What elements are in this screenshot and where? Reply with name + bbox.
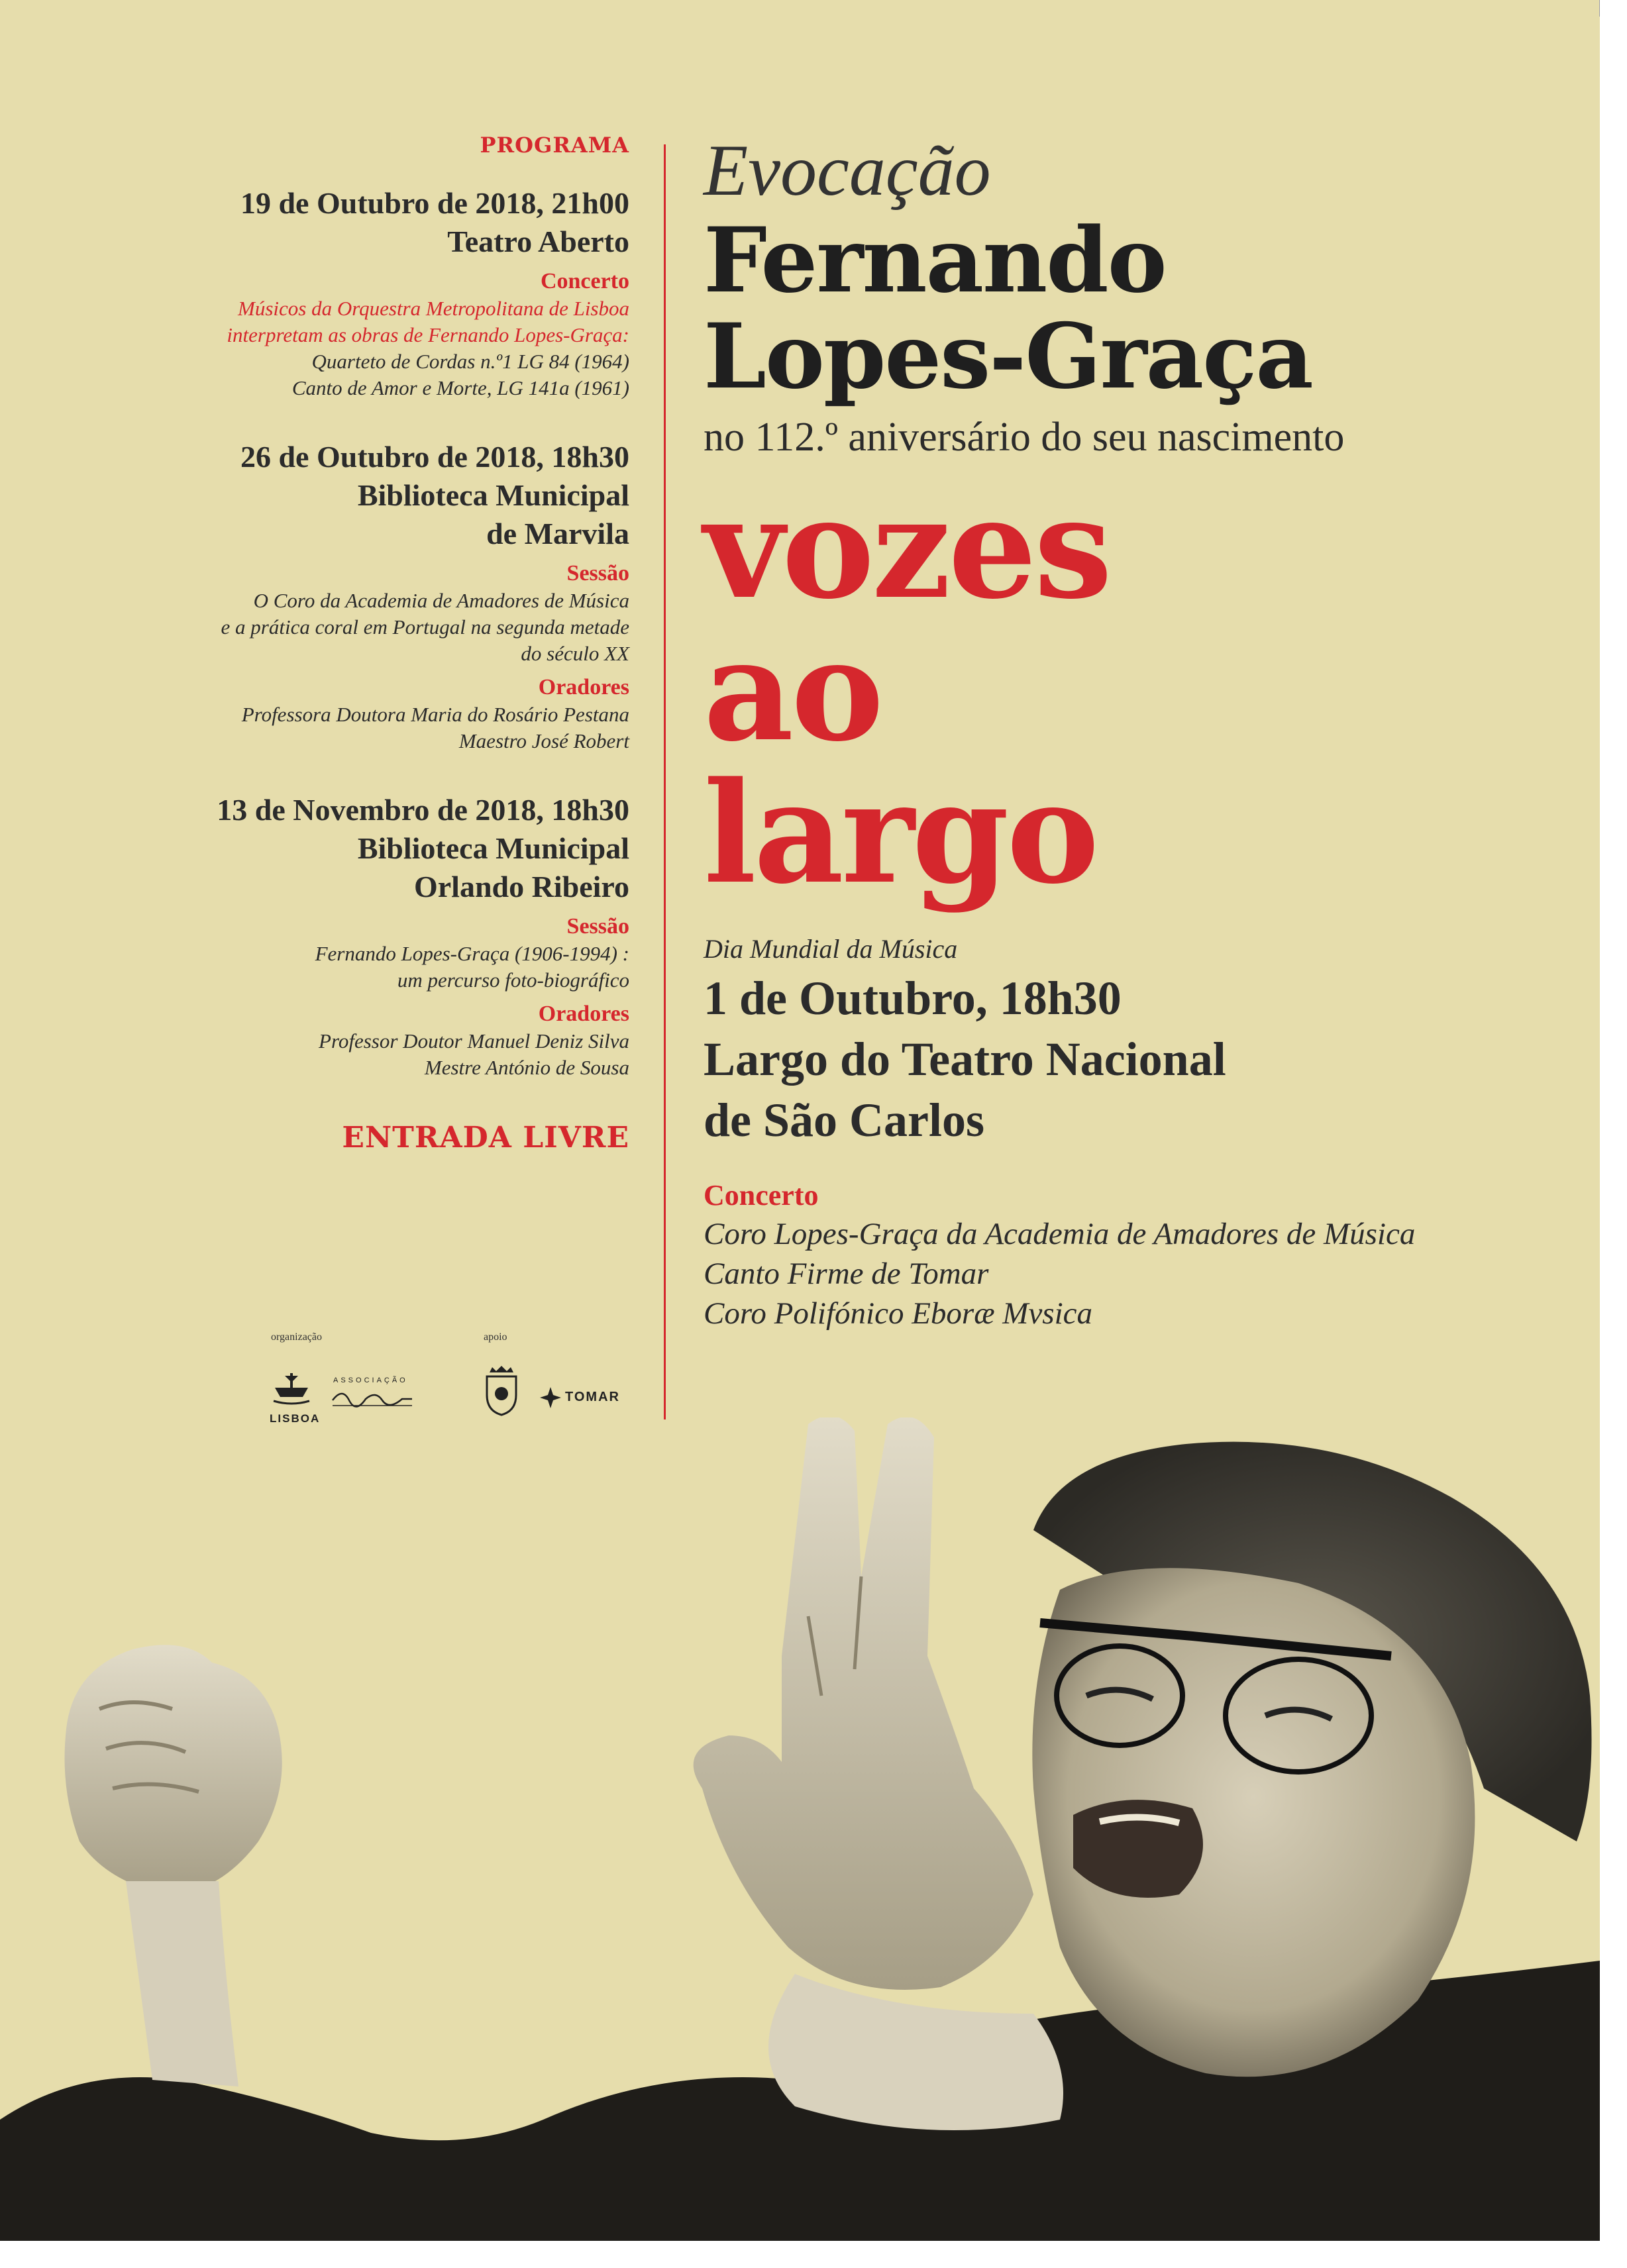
event-block-title: Sessão <box>566 561 629 586</box>
associacao-signature-logo <box>329 1387 415 1408</box>
apoio-label: apoio <box>484 1331 507 1343</box>
event-venue: Biblioteca Municipal <box>357 478 629 512</box>
event-date: 13 de Novembro de 2018, 18h30 <box>217 793 629 827</box>
event-detail-line: um percurso foto-biográfico <box>397 968 629 992</box>
conductor-photo <box>0 1418 1600 2241</box>
coat-of-arms-logo <box>482 1365 521 1418</box>
program-events <box>99 184 629 1081</box>
composer-name-line2: Lopes-Graça <box>704 303 1312 409</box>
event-detail-line: do século XX <box>521 642 629 665</box>
choir-item: Coro Lopes-Graça da Academia de Amadores de Música <box>704 1217 1416 1251</box>
lisboa-logo <box>268 1368 315 1408</box>
event-detail-line: Fernando Lopes-Graça (1906-1994) : <box>315 942 629 965</box>
program-event <box>99 184 629 401</box>
associacao-logo-text: ASSOCIAÇÃO <box>333 1376 408 1384</box>
program-event <box>99 791 629 1081</box>
event-detail-line: Professor Doutor Manuel Deniz Silva <box>319 1029 629 1053</box>
organizacao-label: organização <box>271 1331 322 1343</box>
big-title-line1: vozes <box>704 466 1110 630</box>
choir-list <box>704 1214 1565 1333</box>
dia-mundial: Dia Mundial da Música <box>704 934 958 964</box>
event-detail-line: e a prática coral em Portugal na segunda metade <box>221 615 629 639</box>
event-date: 19 de Outubro de 2018, 21h00 <box>240 186 629 220</box>
event-block-title: Oradores <box>538 1002 629 1026</box>
event-detail-line: Professora Doutora Maria do Rosário Pestana <box>241 703 629 726</box>
tomar-cross-logo <box>539 1386 562 1410</box>
program-event <box>99 438 629 754</box>
choir-item: Coro Polifónico Eboræ Mvsica <box>704 1296 1093 1331</box>
lisboa-logo-text: LISBOA <box>270 1412 321 1425</box>
big-title <box>704 466 1565 915</box>
event-place-line1: Largo do Teatro Nacional <box>704 1033 1226 1086</box>
event-venue: Teatro Aberto <box>447 225 629 258</box>
event-detail-line: Maestro José Robert <box>458 729 629 752</box>
event-date: 26 de Outubro de 2018, 18h30 <box>240 440 629 474</box>
event-detail-line: Canto de Amor e Morte, LG 141a (1961) <box>291 376 629 399</box>
event-date: 1 de Outubro, 18h30 <box>704 972 1122 1025</box>
event-detail-line: interpretam as obras de Fernando Lopes-Graça: <box>227 323 629 346</box>
composer-name-line1: Fernando <box>704 207 1166 313</box>
event-venue: Orlando Ribeiro <box>413 870 629 903</box>
event-detail-line: Músicos da Orquestra Metropolitana de Lisboa <box>238 297 629 320</box>
event-block-title: Sessão <box>566 914 629 939</box>
evocacao-title: Evocação <box>704 130 991 211</box>
choir-item: Canto Firme de Tomar <box>704 1257 989 1291</box>
big-title-line3: largo <box>704 751 1097 915</box>
column-divider <box>664 144 666 1419</box>
anniversary-line: no 112.º aniversário do seu nascimento <box>704 415 1345 460</box>
event-detail-line: O Coro da Academia de Amadores de Música <box>253 589 629 612</box>
crop-mark-top <box>1599 0 1600 17</box>
free-entry: ENTRADA LIVRE <box>342 1121 629 1155</box>
event-detail-line: Mestre António de Sousa <box>424 1056 629 1079</box>
big-title-line2: ao <box>704 609 882 772</box>
event-detail-line: Quarteto de Cordas n.º1 LG 84 (1964) <box>311 350 629 373</box>
event-venue: de Marvila <box>486 517 629 550</box>
event-venue: Biblioteca Municipal <box>357 831 629 865</box>
event-block-title: Oradores <box>538 675 629 699</box>
main-column <box>704 129 1565 1333</box>
program-column <box>99 132 629 1155</box>
event-block-title: Concerto <box>540 269 629 293</box>
sponsor-logos <box>255 1331 633 1424</box>
concerto-header: Concerto <box>704 1179 819 1211</box>
tomar-logo-text: TOMAR <box>565 1390 620 1404</box>
program-header: PROGRAMA <box>480 132 629 158</box>
event-place-line2: de São Carlos <box>704 1094 985 1147</box>
